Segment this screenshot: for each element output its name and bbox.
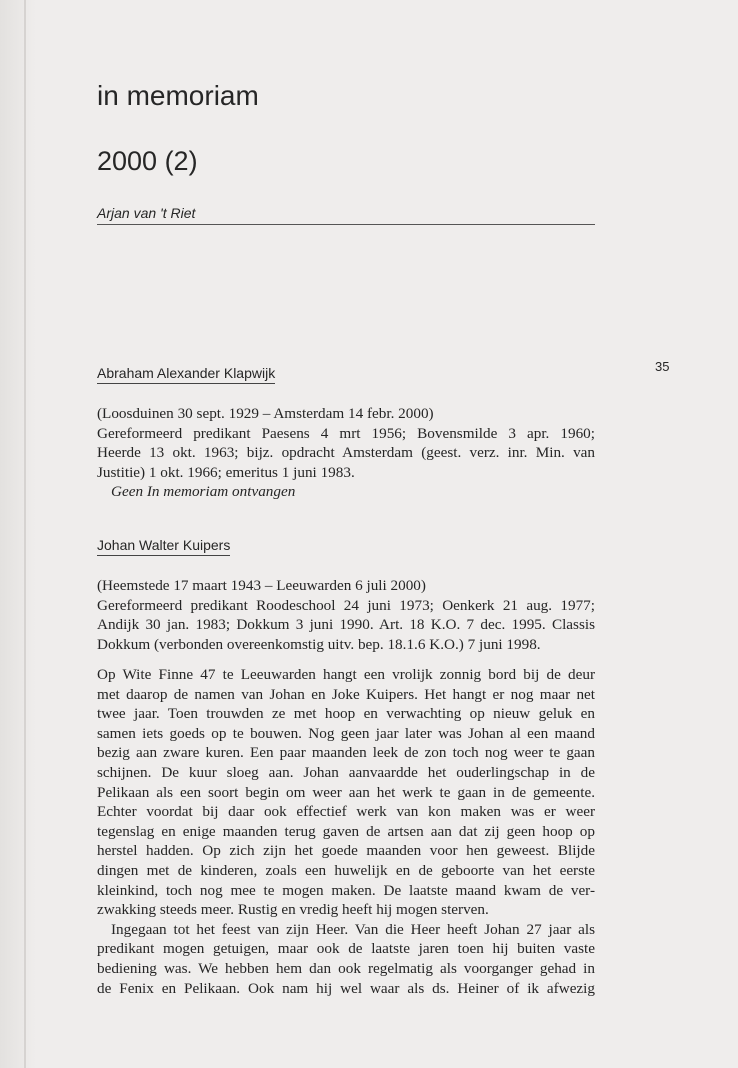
body-line: de Fenix en Pelikaan. Ook nam hij wel waar als ds. Heiner of ik afwezig [97,979,595,997]
author-rule [97,224,595,225]
entry-note: Geen In memoriam ontvangen [111,483,296,501]
body-line: predikant mogen getuigen, maar ook de laatste jaren toen hij buiten vaste [97,940,595,958]
page-number: 35 [655,359,670,374]
author-name: Arjan van 't Riet [97,205,196,221]
body-line: met daarop de namen van Johan en Joke Kuipers. Het hangt er nog maar net [97,685,595,703]
section-subtitle: 2000 (2) [97,146,198,176]
body-line: Ingegaan tot het feest van zijn Heer. Van die Heer heeft Johan 27 jaar als [111,920,595,938]
body-line: schijnen. De kuur sloeg aan. Johan aanvaardde het ouderlingschap in de [97,763,595,781]
body-text [97,665,595,998]
entry-name: Abraham Alexander Klapwijk [97,365,275,384]
entry-detail-line: Dokkum (verbonden overeenkomstig uitv. bep. 18.1.6 K.O.) 7 juni 1998. [97,635,541,653]
body-line: Echter voordat bij daar ook effectief werk van kon maken was er weer [97,803,595,821]
body-line: herstel hadden. Op zich zijn het goede maanden voor hen geweest. Blijde [97,842,595,860]
entry-detail-line: Gereformeerd predikant Roodeschool 24 juni 1973; Oenkerk 21 aug. 1977; [97,596,595,614]
entry-detail-line: Heerde 13 okt. 1963; bijz. opdracht Amsterdam (geest. verz. inr. Min. van [97,444,595,462]
entry-detail-line: (Heemstede 17 maart 1943 – Leeuwarden 6 juli 2000) [97,577,426,594]
body-line: kleinkind, toch nog mee te mogen maken. De laatste maand kwam de ver- [97,881,595,899]
gutter-line [24,0,26,1068]
page-gutter [0,0,36,1068]
body-line: Pelikaan als een soort begin om weer aan het werk te gaan in de gemeente. [97,783,595,801]
body-line: Op Wite Finne 47 te Leeuwarden hangt een vrolijk zonnig bord bij de deur [97,666,595,683]
body-line: zwakking steeds meer. Rustig en vredig heeft hij mogen sterven. [97,901,489,919]
section-title: in memoriam [97,80,259,111]
body-line: dingen met de kinderen, zoals een huwelijk en de geboorte van het eerste [97,861,595,879]
entry-detail-line: Andijk 30 jan. 1983; Dokkum 3 juni 1990. Art. 18 K.O. 7 dec. 1995. Classis [97,616,595,634]
body-line: bezig aan zware kuren. Een paar maanden leek de zon toch nog weer te gaan [97,744,595,762]
entry-detail-line: Gereformeerd predikant Paesens 4 mrt 1956; Bovensmilde 3 apr. 1960; [97,424,595,442]
entry-details [97,576,595,654]
body-line: twee jaar. Toen trouwden ze met hoop en verwachting op nieuw geluk en [97,705,595,723]
body-line: samen iets goeds op te bouwen. Nog geen jaar later was Johan al een maand [97,724,595,742]
body-line: bediening was. We hebben hem dan ook regelmatig als voorganger gehad in [97,959,595,977]
body-line: tegenslag en enige maanden terug gaven de artsen aan dat zij geen hoop op [97,822,595,840]
entry-detail-line: Justitie) 1 okt. 1966; emeritus 1 juni 1983. [97,463,355,481]
entry-detail-line: (Loosduinen 30 sept. 1929 – Amsterdam 14 febr. 2000) [97,405,434,422]
entry-name: Johan Walter Kuipers [97,537,230,556]
entry-details [97,404,595,502]
